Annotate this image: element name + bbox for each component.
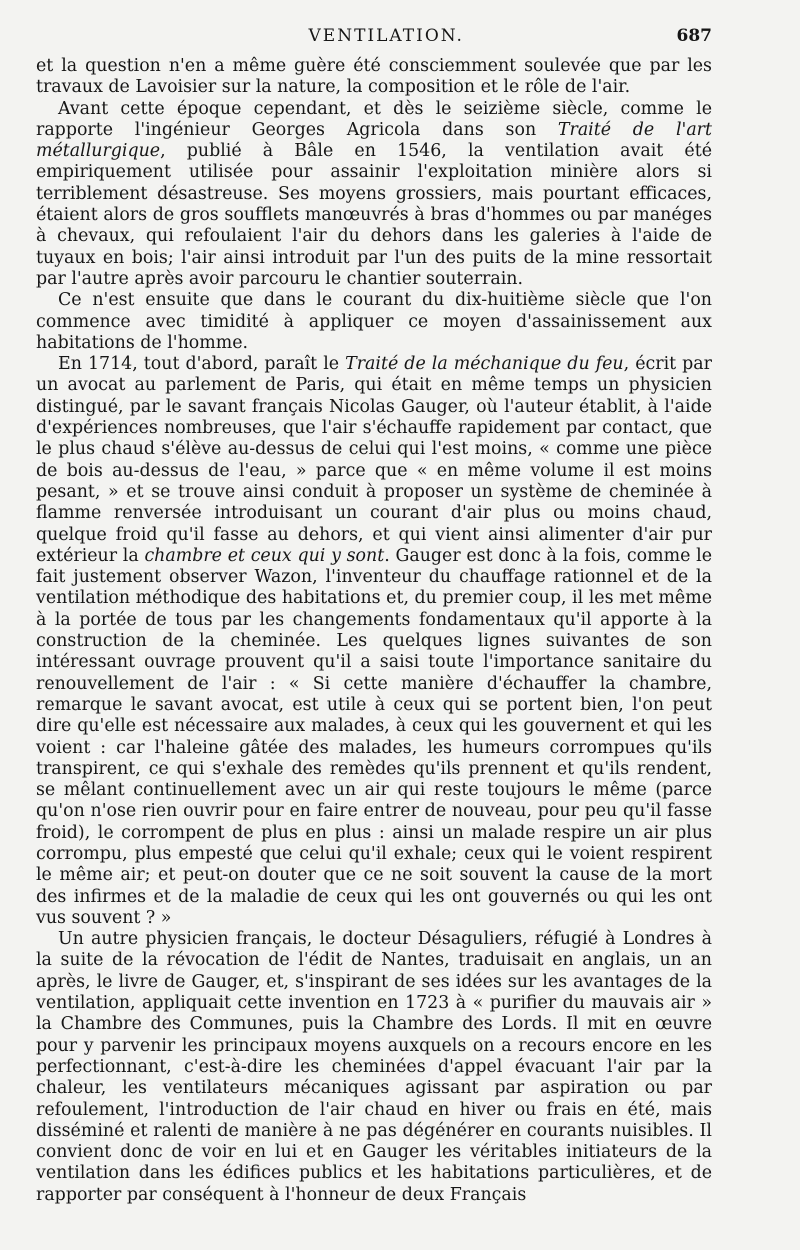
paragraph xyxy=(36,354,712,929)
text-run: . Gauger est donc à la fois, comme le fait justement observer Wazon, l'inventeur du chauffage rationnel et de la ventilation méthodique des habitations et, du premier coup, il les met même à la portée de tous par les changements fondamentaux qu'il apporte à la construction de la cheminée. Les quelques lignes suivantes de son intéressant ouvrage prouvent qu'il a saisi toute l'importance sanitaire du renouvellement de l'air : « Si cette manière d'échauffer la chambre, remarque le savant avocat, est utile à ceux qui se portent bien, l'on peut dire qu'elle est nécessaire aux malades, à ceux qui les gouvernent et qui les voient : car l'haleine gâtée des malades, les humeurs corrompues qu'ils transpirent, ce qui s'exhale des remèdes qu'ils prennent et qu'ils rendent, se mêlant continuellement avec un air qui reste toujours le même (parce qu'on n'ose rien ouvrir pour en faire entrer de nouveau, pour peu qu'il fasse froid), le corrompent de plus en plus : ainsi un malade respire un air plus corrompu, plus empesté que celui qu'il exhale; ceux qui le voient respirent le même air; et peut-on douter que ce ne soit souvent la cause de la mort des infirmes et de la maladie de ceux qui les ont gouvernés ou qui les ont vus souvent ? » xyxy=(36,545,712,928)
text-run: Avant cette époque cependant, et dès le seizième siècle, comme le rapporte l'ingénieur Georges Agricola dans son xyxy=(36,98,712,140)
text-run: , publié à Bâle en 1546, la ventilation avait été empiriquement utilisée pour assainir l'exploitation minière alors si terriblement désastreuse. Ses moyens grossiers, mais pourtant efficaces, étaient alors de gros soufflets manœuvrés à bras d'hommes ou par manéges à chevaux, qui refoulaient l'air du dehors dans les galeries à l'aide de tuyaux en bois; l'air ainsi introduit par l'un des puits de la mine ressortait par l'autre après avoir parcouru le chantier souterrain. xyxy=(36,141,712,289)
paragraph xyxy=(36,290,712,354)
body-text xyxy=(36,56,712,1206)
text-run: , écrit par un avocat au parlement de Paris, qui était en même temps un physicien distingué, par le savant français Nicolas Gauger, où l'auteur établit, à l'aide d'expériences nombreuses, que l'air s'échauffe rapidement par contact, que le plus chaud s'élève au-dessus de celui qui l'est moins, « comme une pièce de bois au-dessus de l'eau, » parce que « en même volume il est moins pesant, » et se trouve ainsi conduit à proposer un système de cheminée à flamme renversée introduisant un courant d'air plus ou moins chaud, quelque froid qu'il fasse au dehors, et qui vient ainsi alimenter d'air pur extérieur la xyxy=(36,354,712,566)
text-run: Un autre physicien français, le docteur Désaguliers, réfugié à Londres à la suite de la révocation de l'édit de Nantes, traduisait en anglais, un an après, le livre de Gauger, et, s'inspirant de ses idées sur les avantages de la ventilation, appliquait cette invention en 1723 à « purifier du mauvais air » la Chambre des Communes, puis la Chambre des Lords. Il mit en œuvre pour y parvenir les principaux moyens auxquels on a recours encore en les perfectionnant, c'est-à-dire les cheminées d'appel évacuant l'air par la chaleur, les ventilateurs mécaniques agissant par aspiration ou par refoulement, l'introduction de l'air chaud en hiver ou frais en été, mais disséminé et ralenti de manière à ne pas dégénérer en courants nuisibles. Il convient donc de voir en lui et en Gauger les véritables initiateurs de la ventilation dans les édifices publics et les habitations particulières, et de rapporter par conséquent à l'honneur de deux Français xyxy=(36,929,712,1205)
paragraph xyxy=(36,929,712,1206)
book-title-italic: Traité de l'art métallurgique xyxy=(36,119,712,162)
book-title-italic: Traité de la méchanique du feu xyxy=(345,354,624,375)
page-number: 687 xyxy=(676,26,712,46)
text-run: et la question n'en a même guère été consciemment soulevée que par les travaux de Lavoisier sur la nature, la composition et le rôle de l'air. xyxy=(36,56,712,98)
italic-phrase: chambre et ceux qui y sont xyxy=(144,545,385,566)
paragraph xyxy=(36,56,712,99)
text-run: En 1714, tout d'abord, paraît le xyxy=(58,354,346,375)
running-title: VENTILATION. xyxy=(308,26,464,46)
running-header xyxy=(36,26,712,52)
text-run: Ce n'est ensuite que dans le courant du dix-huitième siècle que l'on commence avec timidité à appliquer ce moyen d'assainissement aux habitations de l'homme. xyxy=(36,290,712,353)
paragraph xyxy=(36,99,712,291)
